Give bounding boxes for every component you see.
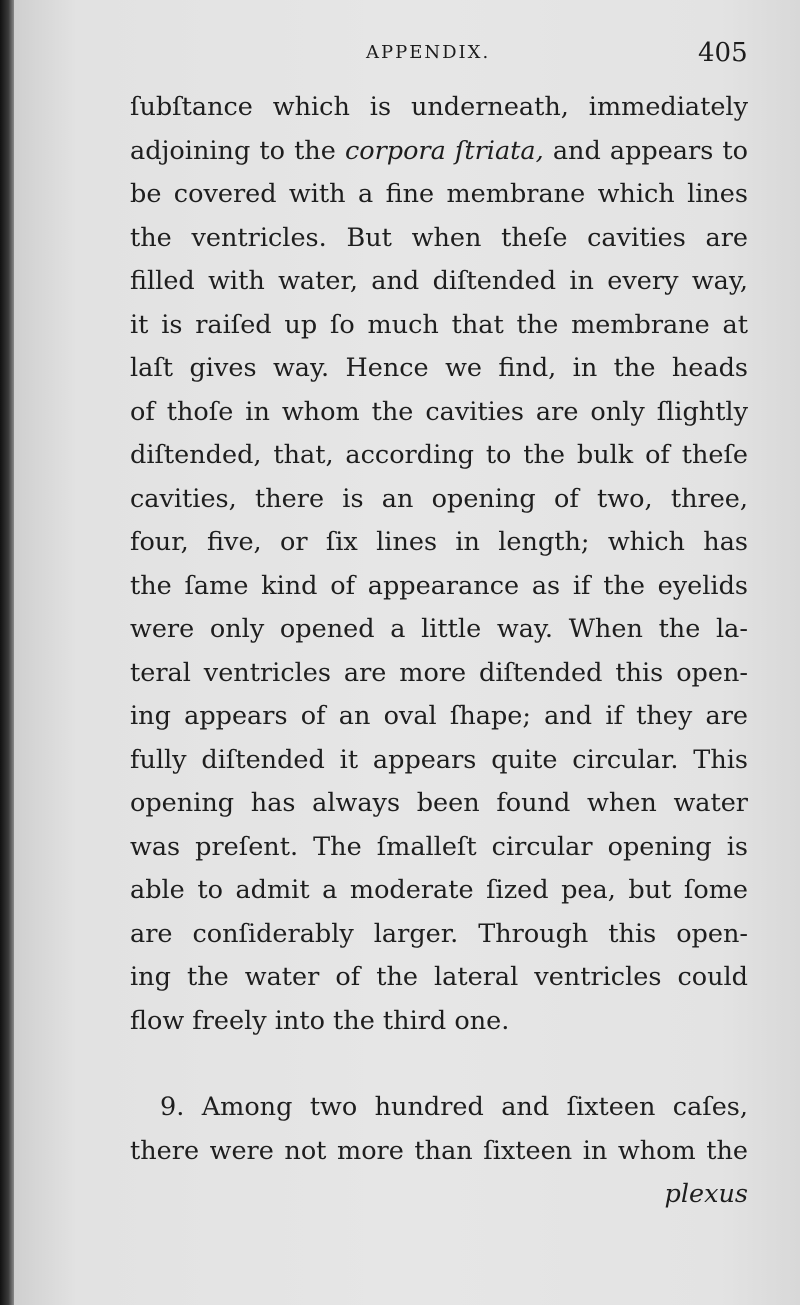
text-line: ing appears of an oval ſhape; and if they are (130, 701, 748, 731)
text-line: be covered with a fine membrane which lines (130, 179, 748, 209)
text-line: laſt gives way. Hence we find, in the heads (130, 353, 748, 383)
text-line: ing the water of the lateral ventricles could (130, 962, 748, 992)
text-line: were only opened a little way. When the la- (130, 614, 748, 644)
paragraph-2 (130, 1086, 748, 1173)
paragraph-1 (130, 86, 748, 1043)
text-line: cavities, there is an opening of two, three, (130, 483, 748, 514)
text-line: are conſiderably larger. Through this open- (130, 918, 748, 949)
book-spine-edge (0, 0, 14, 1305)
text-line: diſtended, that, according to the bulk of theſe (130, 440, 748, 470)
text-line: the ventricles. But when theſe cavities are (130, 222, 748, 253)
text-line: teral ventricles are more diſtended this open- (130, 657, 748, 688)
text-line: it is raiſed up ſo much that the membrane at (130, 309, 748, 340)
text-line: of thoſe in whom the cavities are only ſlightly (130, 396, 748, 427)
page-header (14, 38, 800, 78)
body-text (130, 86, 748, 1217)
paragraph-spacer (130, 1043, 748, 1086)
catchword: plexus (664, 1179, 748, 1209)
text-line: able to admit a moderate ſized pea, but ſome (130, 875, 748, 905)
text-line: ſubſtance which is underneath, immediately (130, 92, 748, 122)
italic-term: corpora ſtriata, (344, 135, 544, 166)
text-segment: and appears to (543, 135, 748, 166)
text-line: opening has always been found when water (130, 788, 748, 818)
text-line: four, five, or ſix lines in length; which has (130, 527, 748, 557)
text-line: the ſame kind of appearance as if the eyelids (130, 570, 748, 601)
text-line (130, 130, 748, 174)
text-line: there were not more than ſixteen in whom the (130, 1135, 748, 1166)
running-head: APPENDIX. (366, 42, 491, 63)
text-segment: adjoining to the (130, 135, 345, 166)
page-number: 405 (698, 38, 748, 68)
text-line: flow freely into the third one. (130, 1005, 510, 1036)
text-line: 9. Among two hundred and ſixteen caſes, (160, 1092, 748, 1122)
text-line: was preſent. The ſmalleſt circular opening is (130, 831, 748, 862)
text-line: filled with water, and diſtended in every way, (130, 266, 748, 296)
book-page (14, 0, 800, 1305)
text-line: fully diſtended it appears quite circular. This (130, 744, 748, 775)
